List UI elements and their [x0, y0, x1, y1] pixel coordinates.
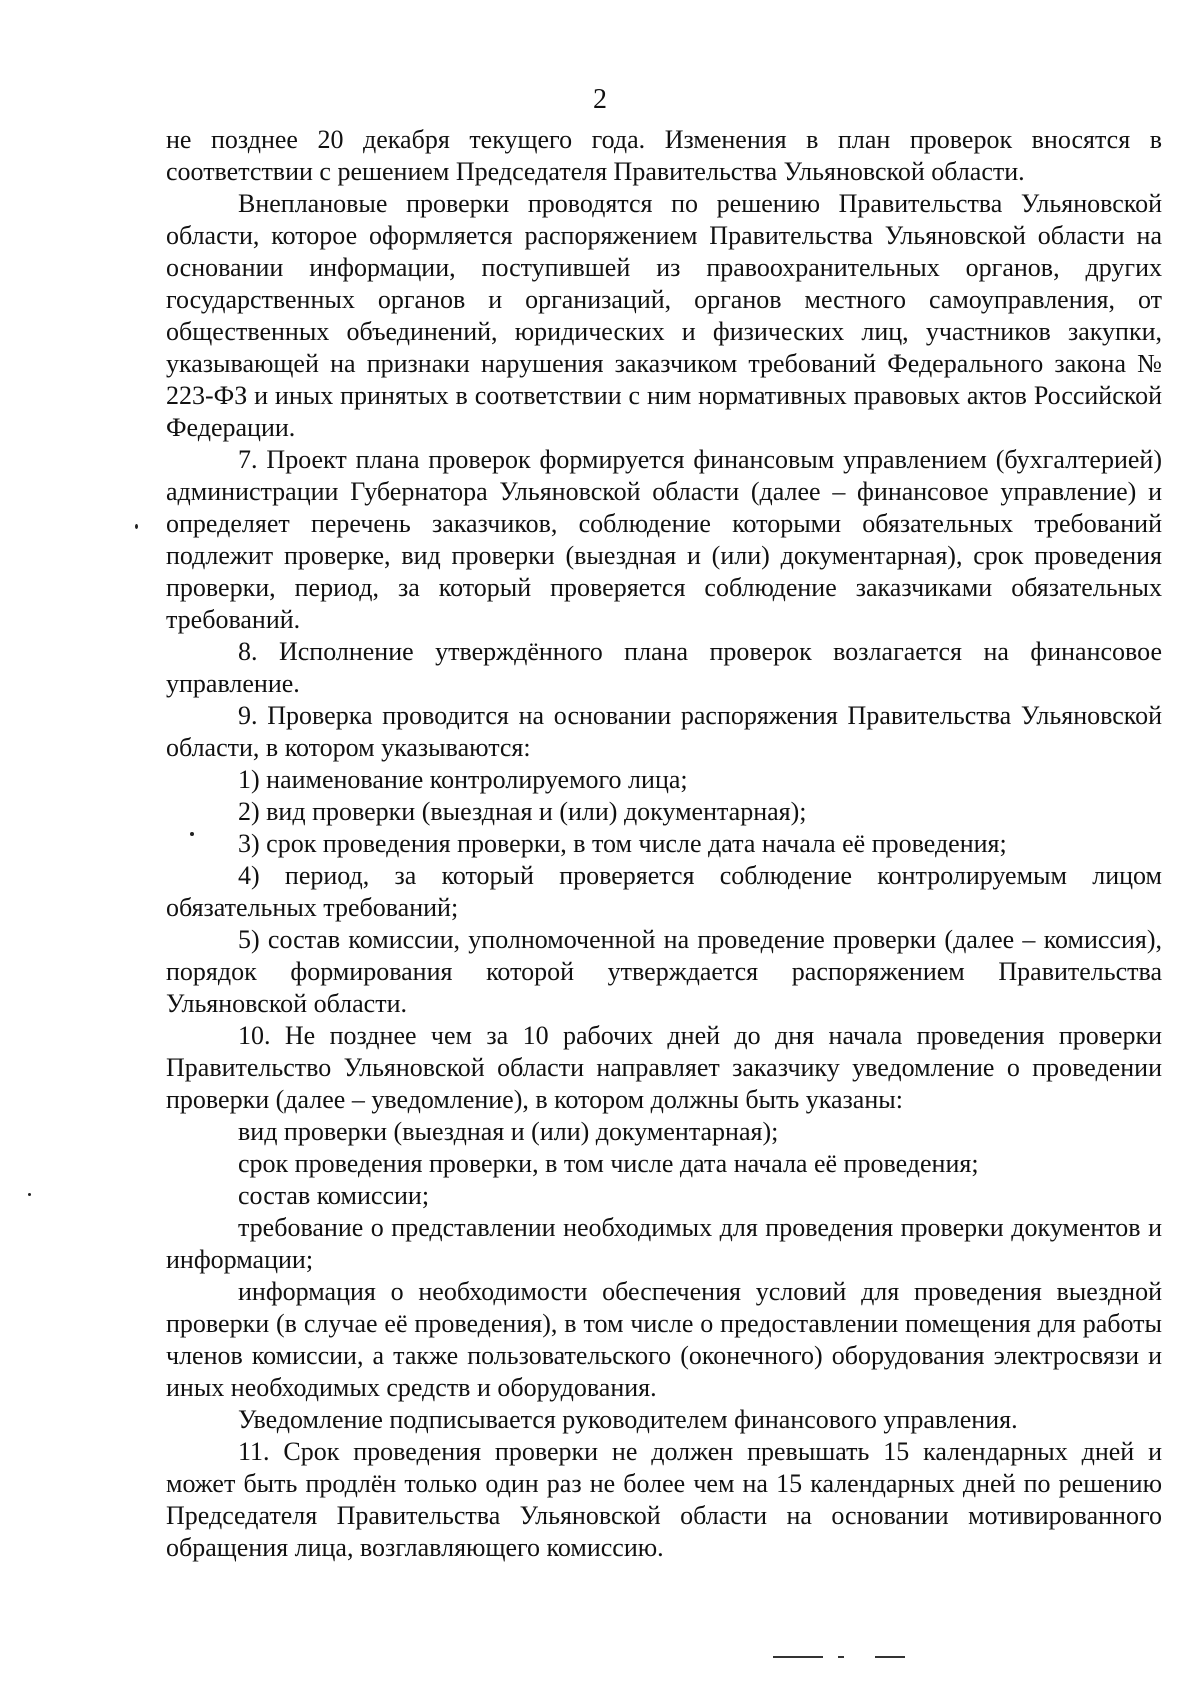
- list-item-10-c: состав комиссии;: [238, 1181, 430, 1210]
- list-item-10-d: требование о представлении необходимых для проведения проверки документов и информации;: [166, 1213, 1162, 1274]
- scan-speck: [28, 1193, 31, 1196]
- paragraph-item-7: 7. Проект плана проверок формируется финансовым управлением (бухгалтерией) администрации Губернатора Ульяновской области (далее – финансовое управление) и определяет перечень заказчиков, соблюдение которыми обязательных требований подлежит проверке, вид проверки (выездная и (или) документарная), срок проведения проверки, период, за который проверяется соблюдение заказчиками обязательных требований.: [166, 445, 1162, 634]
- list-item-9-2: 2) вид проверки (выездная и (или) документарная);: [238, 797, 807, 826]
- scan-mark: [875, 1656, 905, 1658]
- paragraph-unscheduled-inspections: Внеплановые проверки проводятся по решению Правительства Ульяновской области, которое оформляется распоряжением Правительства Ульяновской области на основании информации, поступившей из правоохранительных органов, других государственных органов и организаций, органов местного самоуправления, от общественных объединений, юридических и физических лиц, участников закупки, указывающей на признаки нарушения заказчиком требований Федерального закона № 223-ФЗ и иных принятых в соответствии с ним нормативных правовых актов Российской Федерации.: [166, 189, 1162, 442]
- document-body: [166, 124, 1162, 1564]
- paragraph-item-11: 11. Срок проведения проверки не должен превышать 15 календарных дней и может быть продлён только один раз не более чем на 15 календарных дней по решению Председателя Правительства Ульяновской области на основании мотивированного обращения лица, возглавляющего комиссию.: [166, 1437, 1162, 1562]
- scan-mark: [838, 1656, 844, 1658]
- list-item-10-a: вид проверки (выездная и (или) документарная);: [238, 1117, 779, 1146]
- paragraph-item-8: 8. Исполнение утверждённого плана проверок возлагается на финансовое управление.: [166, 637, 1162, 698]
- scan-mark: [773, 1656, 823, 1658]
- paragraph-continuation: не позднее 20 декабря текущего года. Изменения в план проверок вносятся в соответствии с решением Председателя Правительства Ульяновской области.: [166, 125, 1162, 186]
- scan-speck: [135, 524, 138, 529]
- scan-speck: [190, 832, 194, 836]
- list-item-9-3: 3) срок проведения проверки, в том числе дата начала её проведения;: [238, 829, 1007, 858]
- paragraph-item-9: 9. Проверка проводится на основании распоряжения Правительства Ульяновской области, в котором указываются:: [166, 701, 1162, 762]
- paragraph-notice-signature: Уведомление подписывается руководителем финансового управления.: [238, 1405, 1018, 1434]
- list-item-9-4: 4) период, за который проверяется соблюдение контролируемым лицом обязательных требований;: [166, 861, 1162, 922]
- paragraph-item-10: 10. Не позднее чем за 10 рабочих дней до дня начала проведения проверки Правительство Ульяновской области направляет заказчику уведомление о проведении проверки (далее – уведомление), в котором должны быть указаны:: [166, 1021, 1162, 1114]
- list-item-9-5: 5) состав комиссии, уполномоченной на проведение проверки (далее – комиссия), порядок формирования которой утверждается распоряжением Правительства Ульяновской области.: [166, 925, 1162, 1018]
- page-number: 2: [593, 84, 607, 115]
- list-item-9-1: 1) наименование контролируемого лица;: [238, 765, 688, 794]
- list-item-10-b: срок проведения проверки, в том числе дата начала её проведения;: [238, 1149, 979, 1178]
- list-item-10-e: информация о необходимости обеспечения условий для проведения выездной проверки (в случае её проведения), в том числе о предоставлении помещения для работы членов комиссии, а также пользовательского (оконечного) оборудования электросвязи и иных необходимых средств и оборудования.: [166, 1277, 1162, 1402]
